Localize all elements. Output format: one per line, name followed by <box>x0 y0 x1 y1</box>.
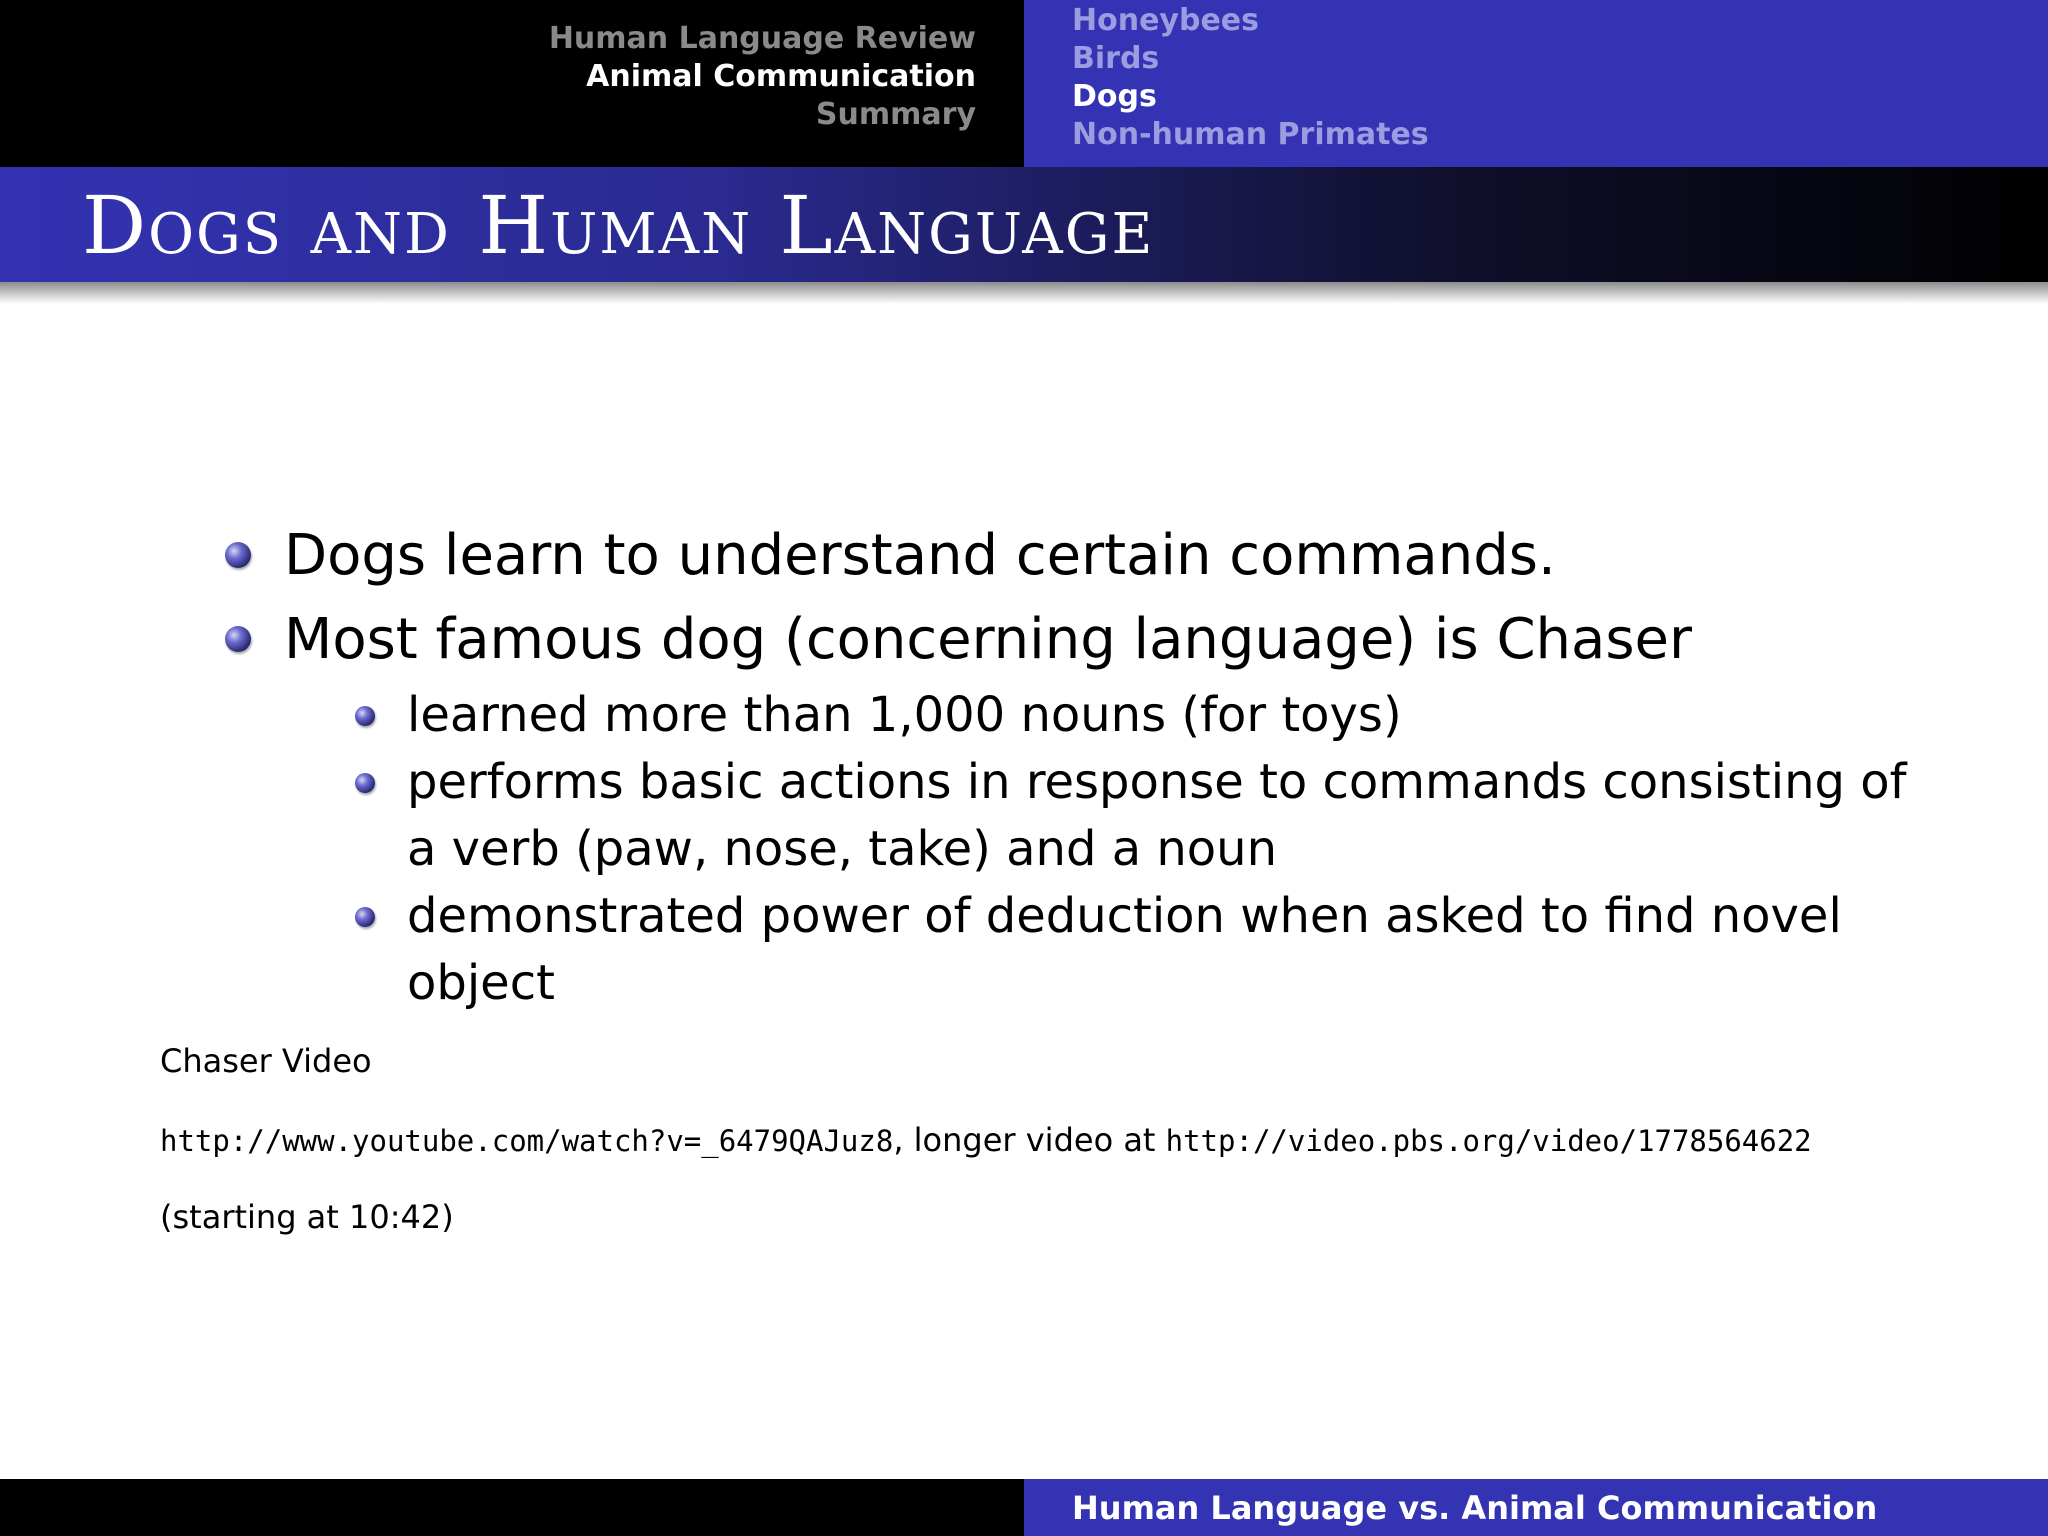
nav-subsection-honeybees[interactable]: Honeybees <box>1072 3 1260 38</box>
list-item <box>0 749 2048 883</box>
list-item <box>0 883 2048 1017</box>
list-item <box>0 514 2048 598</box>
nav-section-human-language-review[interactable]: Human Language Review <box>548 21 976 56</box>
sub-bullet-list <box>0 682 2048 1017</box>
video-links <box>160 1120 1812 1161</box>
footer-left-bar <box>0 1479 1024 1536</box>
sub-bullet-text: learned more than 1,000 nouns (for toys) <box>407 687 1402 743</box>
bullet-ball-icon <box>355 773 375 793</box>
video-start-note: (starting at 10:42) <box>160 1198 454 1236</box>
bullet-ball-icon <box>225 626 251 652</box>
bullet-text: Dogs learn to understand certain commands. <box>284 523 1556 588</box>
bullet-list <box>0 514 2048 1017</box>
nav-section-animal-communication[interactable]: Animal Communication <box>586 59 976 94</box>
sub-bullet-text: performs basic actions in response to commands consisting of a verb (paw, nose, take) and a noun <box>407 754 1907 877</box>
sub-list-container <box>0 682 2048 1017</box>
subsection-navigation <box>1024 0 2048 167</box>
link-separator-text: , longer video at <box>893 1121 1166 1159</box>
sub-bullet-text: demonstrated power of deduction when asked to find novel object <box>407 888 1842 1011</box>
nav-subsection-birds[interactable]: Birds <box>1072 41 1160 76</box>
footer-right-bar <box>1024 1479 2048 1536</box>
nav-section-summary[interactable]: Summary <box>815 97 976 132</box>
bullet-ball-icon <box>225 542 251 568</box>
list-item <box>0 682 2048 749</box>
nav-subsection-non-human-primates[interactable]: Non-human Primates <box>1072 117 1429 152</box>
frame-title-bar <box>0 167 2048 282</box>
video-reference <box>160 1041 1812 1237</box>
nav-subsection-dogs[interactable]: Dogs <box>1072 79 1157 114</box>
section-navigation <box>0 0 1024 167</box>
bullet-ball-icon <box>355 706 375 726</box>
page-title: Dogs and Human Language <box>82 179 1155 272</box>
youtube-link[interactable]: http://www.youtube.com/watch?v=_6479QAJuz8 <box>160 1124 894 1158</box>
section-list <box>549 20 976 134</box>
subsection-list <box>1072 2 1429 154</box>
pbs-link[interactable]: http://video.pbs.org/video/1778564622 <box>1165 1124 1812 1158</box>
title-bar-shadow <box>0 282 2048 304</box>
list-item <box>0 598 2048 682</box>
bullet-ball-icon <box>355 907 375 927</box>
footer-title: Human Language vs. Animal Communication <box>1072 1489 1878 1527</box>
bullet-text: Most famous dog (concerning language) is Chaser <box>284 607 1693 672</box>
video-title: Chaser Video <box>160 1042 372 1080</box>
